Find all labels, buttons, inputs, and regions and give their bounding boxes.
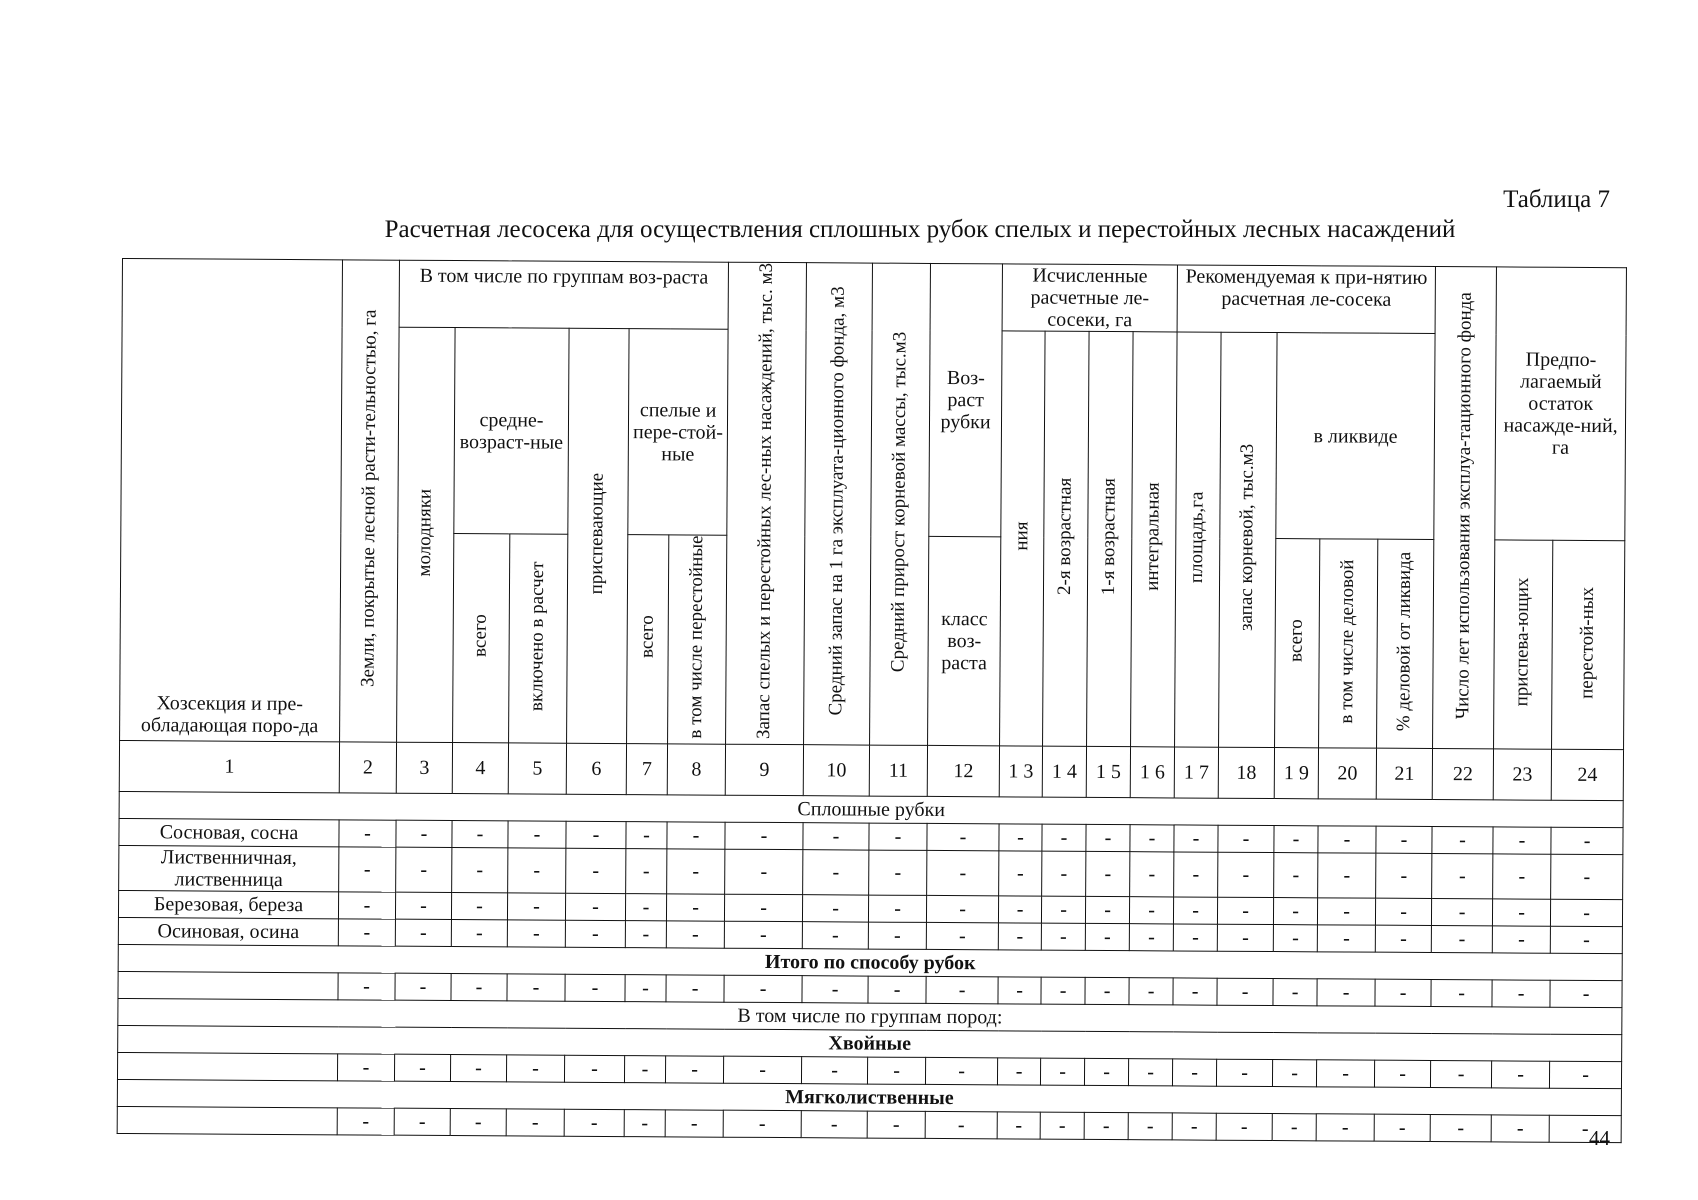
column-number: 1 9 <box>1274 748 1318 799</box>
value-cell: - <box>802 1057 868 1084</box>
value-cell: - <box>1493 854 1551 899</box>
value-cell: - <box>566 821 626 848</box>
column-number: 20 <box>1318 748 1376 799</box>
header-col-8: в том числе перестойные <box>668 535 727 744</box>
value-cell: - <box>927 824 999 851</box>
value-cell: - <box>506 1055 564 1082</box>
value-cell: - <box>998 977 1041 1004</box>
value-cell: - <box>1274 898 1318 925</box>
column-number: 5 <box>508 743 566 794</box>
header-col-18: запас корневой, тыс.м3 <box>1219 332 1278 747</box>
header-middle-aged: средне-возраст-ные <box>454 328 569 535</box>
value-cell: - <box>1085 977 1129 1004</box>
value-cell: - <box>724 975 802 1002</box>
value-cell: - <box>1041 1058 1085 1085</box>
row-label-empty <box>118 972 338 1000</box>
column-number: 1 6 <box>1130 747 1174 798</box>
value-cell: - <box>396 820 452 847</box>
header-col-20: в том числе деловой <box>1319 539 1378 748</box>
value-cell: - <box>1042 824 1086 851</box>
value-cell: - <box>1129 924 1173 951</box>
value-cell: - <box>1492 926 1550 953</box>
header-in-liquid: в ликвиде <box>1276 333 1435 540</box>
value-cell: - <box>1130 825 1174 852</box>
value-cell: - <box>451 893 507 920</box>
header-col-24: перестой-ных <box>1552 540 1625 749</box>
value-cell: - <box>868 976 926 1003</box>
value-cell: - <box>339 820 396 847</box>
softwood-label: Мягколиственные <box>117 1080 1621 1116</box>
value-cell: - <box>1318 826 1376 853</box>
value-cell: - <box>1318 898 1376 925</box>
header-col-4: всего <box>453 534 510 743</box>
total-label: Итого по способу рубок <box>118 945 1622 981</box>
value-cell: - <box>1492 1061 1550 1088</box>
value-cell: - <box>1492 980 1550 1007</box>
value-cell: - <box>725 894 803 921</box>
column-number: 3 <box>396 742 452 793</box>
value-cell: - <box>564 1109 624 1136</box>
value-cell: - <box>667 822 725 849</box>
value-cell: - <box>338 919 395 946</box>
column-number: 23 <box>1493 749 1551 800</box>
value-cell: - <box>999 851 1042 896</box>
value-cell: - <box>1041 977 1085 1004</box>
value-cell: - <box>1218 825 1274 852</box>
value-cell: - <box>1491 1115 1549 1142</box>
value-cell: - <box>394 1108 450 1135</box>
header-col-22: Число лет использования эксплуа-тационного фонда <box>1433 267 1497 749</box>
species-groups-label: В том числе по группам пород: <box>118 999 1622 1035</box>
value-cell: - <box>1376 826 1432 853</box>
column-number: 4 <box>452 743 508 794</box>
header-col-12: класс воз-раста <box>928 536 1001 745</box>
value-cell: - <box>1040 1112 1084 1139</box>
value-cell: - <box>395 892 451 919</box>
value-cell: - <box>451 974 507 1001</box>
value-cell: - <box>665 1110 723 1137</box>
value-cell: - <box>802 976 868 1003</box>
value-cell: - <box>1217 1059 1273 1086</box>
value-cell: - <box>666 921 724 948</box>
value-cell: - <box>508 848 566 893</box>
value-cell: - <box>1376 898 1432 925</box>
value-cell: - <box>507 920 565 947</box>
column-number: 22 <box>1432 749 1493 800</box>
value-cell: - <box>1041 923 1085 950</box>
column-number: 24 <box>1551 749 1623 800</box>
value-cell: - <box>565 974 625 1001</box>
value-cell: - <box>1375 925 1431 952</box>
value-cell: - <box>394 1054 450 1081</box>
header-col-15: 1-я возрастная <box>1087 331 1134 746</box>
value-cell: - <box>1085 1058 1129 1085</box>
value-cell: - <box>1173 978 1217 1005</box>
value-cell: - <box>802 922 868 949</box>
value-cell: - <box>1317 925 1375 952</box>
header-col-7: всего <box>627 535 669 744</box>
value-cell: - <box>339 847 396 892</box>
value-cell: - <box>1217 978 1273 1005</box>
page-number: 44 <box>1589 1126 1610 1150</box>
value-cell: - <box>1086 851 1130 896</box>
column-number: 1 <box>119 741 339 793</box>
value-cell: - <box>1130 852 1174 897</box>
header-remaining: Предпо-лагаемый остаток насажде-ний, га <box>1495 267 1627 541</box>
column-number: 1 7 <box>1174 747 1218 798</box>
column-number: 1 3 <box>999 746 1042 797</box>
column-number: 2 <box>339 742 396 793</box>
value-cell: - <box>867 1111 925 1138</box>
header-recommended: Рекомендуемая к при-нятию расчетная ле-сосека <box>1177 265 1435 334</box>
value-cell: - <box>451 920 507 947</box>
species-name: Сосновая, сосна <box>119 819 339 847</box>
value-cell: - <box>1274 826 1318 853</box>
header-col-2: Земли, покрытые лесной расти-тельностью, га <box>340 260 400 742</box>
value-cell: - <box>869 895 927 922</box>
value-cell: - <box>395 919 451 946</box>
value-cell: - <box>868 922 926 949</box>
header-col-13: ния <box>1000 331 1046 746</box>
column-number: 1 5 <box>1086 746 1130 797</box>
value-cell: - <box>1086 896 1130 923</box>
value-cell: - <box>1042 851 1086 896</box>
value-cell: - <box>1085 923 1129 950</box>
value-cell: - <box>666 975 724 1002</box>
value-cell: - <box>337 1054 394 1081</box>
value-cell: - <box>565 893 625 920</box>
value-cell: - <box>1550 1061 1622 1088</box>
header-species: Хозсекция и пре-обладающая поро-да <box>120 259 343 742</box>
value-cell: - <box>625 894 666 921</box>
value-cell: - <box>869 850 927 895</box>
value-cell: - <box>927 896 999 923</box>
value-cell: - <box>926 923 998 950</box>
value-cell: - <box>927 851 999 896</box>
value-cell: - <box>1274 853 1318 898</box>
column-number-row <box>119 741 1623 801</box>
header-col-16: интегральная <box>1131 332 1178 747</box>
header-calculated-areas: Исчисленные расчетные ле-сосеки, га <box>1002 264 1177 332</box>
value-cell: - <box>1375 1060 1431 1087</box>
column-number: 9 <box>725 744 803 795</box>
value-cell: - <box>625 921 666 948</box>
species-name: Лиственничная, лиственница <box>119 846 339 892</box>
header-col-5: включено в расчет <box>509 534 568 743</box>
value-cell: - <box>723 1110 801 1137</box>
value-cell: - <box>507 974 565 1001</box>
value-cell: - <box>1376 853 1432 898</box>
header-col-17: площадь,га <box>1175 332 1222 747</box>
value-cell: - <box>868 1057 926 1084</box>
header-col-6: приспевающие <box>567 328 630 743</box>
value-cell: - <box>725 822 803 849</box>
column-number: 8 <box>667 744 725 795</box>
value-cell: - <box>926 977 998 1004</box>
header-col-23: приспева-ющих <box>1494 540 1553 749</box>
value-cell: - <box>801 1111 867 1138</box>
value-cell: - <box>925 1112 997 1139</box>
header-ripe-overripe: спелые и пере-стой-ные <box>628 329 728 536</box>
value-cell: - <box>803 850 869 895</box>
value-cell: - <box>626 822 667 849</box>
value-cell: - <box>998 923 1041 950</box>
value-cell: - <box>626 849 667 894</box>
value-cell: - <box>1432 854 1493 899</box>
value-cell: - <box>1273 979 1317 1006</box>
header-cut-age: Воз-раст рубки <box>929 263 1003 536</box>
value-cell: - <box>1431 1061 1492 1088</box>
value-cell: - <box>396 847 452 892</box>
value-cell: - <box>1084 1112 1128 1139</box>
value-cell: - <box>725 849 803 894</box>
value-cell: - <box>1217 924 1273 951</box>
value-cell: - <box>338 892 395 919</box>
table-number: Таблица 7 <box>1503 186 1610 213</box>
value-cell: - <box>1317 1060 1375 1087</box>
column-number: 21 <box>1376 748 1432 799</box>
species-name: Осиновая, осина <box>118 918 338 946</box>
value-cell: - <box>724 1056 802 1083</box>
value-cell: - <box>1316 1114 1374 1141</box>
header-col-10: Средний запас на 1 га эксплуата-ционного фонда, м3 <box>804 263 873 745</box>
value-cell: - <box>999 824 1042 851</box>
value-cell: - <box>624 1056 665 1083</box>
value-cell: - <box>1493 827 1551 854</box>
value-cell: - <box>566 848 626 893</box>
value-cell: - <box>1042 896 1086 923</box>
value-cell: - <box>1130 897 1174 924</box>
value-cell: - <box>1273 925 1317 952</box>
value-cell: - <box>997 1112 1040 1139</box>
value-cell: - <box>395 973 451 1000</box>
value-cell: - <box>624 1110 665 1137</box>
value-cell: - <box>508 821 566 848</box>
value-cell: - <box>665 1056 723 1083</box>
value-cell: - <box>337 1108 394 1135</box>
value-cell: - <box>1375 979 1431 1006</box>
value-cell: - <box>452 821 508 848</box>
value-cell: - <box>1432 899 1493 926</box>
value-cell: - <box>1432 827 1493 854</box>
value-cell: - <box>1317 979 1375 1006</box>
value-cell: - <box>1173 1059 1217 1086</box>
value-cell: - <box>450 1055 506 1082</box>
value-cell: - <box>1551 827 1623 854</box>
value-cell: - <box>507 893 565 920</box>
value-cell: - <box>1218 852 1274 897</box>
column-number: 7 <box>626 744 667 795</box>
row-label-empty <box>117 1107 337 1135</box>
value-cell: - <box>1551 854 1623 899</box>
value-cell: - <box>869 823 927 850</box>
header-col-14: 2-я возрастная <box>1043 331 1090 746</box>
value-cell: - <box>998 1058 1041 1085</box>
value-cell: - <box>1549 1115 1621 1142</box>
value-cell: - <box>1430 1115 1491 1142</box>
column-number: 12 <box>927 746 999 797</box>
value-cell: - <box>1128 1113 1172 1140</box>
value-cell: - <box>1550 980 1622 1007</box>
value-cell: - <box>1550 926 1622 953</box>
column-number: 18 <box>1218 747 1274 798</box>
column-number: 10 <box>803 745 869 796</box>
value-cell: - <box>926 1058 998 1085</box>
value-cell: - <box>1174 852 1218 897</box>
row-label-empty <box>117 1053 337 1081</box>
header-age-groups: В том числе по группам воз-раста <box>399 260 728 329</box>
header-col-3: молодняки <box>397 327 456 742</box>
value-cell: - <box>338 973 395 1000</box>
header-col-19: всего <box>1275 539 1320 748</box>
header-col-21: % деловой от ликвида <box>1377 539 1434 748</box>
column-number: 6 <box>566 743 626 794</box>
value-cell: - <box>1086 824 1130 851</box>
value-cell: - <box>625 975 666 1002</box>
value-cell: - <box>1174 825 1218 852</box>
species-name: Березовая, береза <box>118 891 338 919</box>
coniferous-label: Хвойные <box>118 1026 1622 1062</box>
value-cell: - <box>724 921 802 948</box>
column-number: 11 <box>869 745 927 796</box>
value-cell: - <box>450 1109 506 1136</box>
value-cell: - <box>1493 899 1551 926</box>
table-title: Расчетная лесосека для осуществления сплошных рубок спелых и перестойных лесных насаждений <box>384 216 1456 243</box>
section-clear-cutting: Сплошные рубки <box>119 792 1623 828</box>
value-cell: - <box>1173 924 1217 951</box>
value-cell: - <box>1318 853 1376 898</box>
value-cell: - <box>1218 897 1274 924</box>
value-cell: - <box>564 1055 624 1082</box>
value-cell: - <box>1431 980 1492 1007</box>
value-cell: - <box>1174 897 1218 924</box>
header-col-11: Средний прирост корневой массы, тыс.м3 <box>870 263 931 745</box>
header-col-9: Запас спелых и перестойных лес-ных насаждений, тыс. м3 <box>726 262 807 745</box>
value-cell: - <box>1551 899 1623 926</box>
value-cell: - <box>1272 1114 1316 1141</box>
value-cell: - <box>667 849 725 894</box>
column-number: 1 4 <box>1042 746 1086 797</box>
value-cell: - <box>506 1109 564 1136</box>
value-cell: - <box>1129 1059 1173 1086</box>
value-cell: - <box>803 895 869 922</box>
value-cell: - <box>565 920 625 947</box>
value-cell: - <box>1374 1114 1430 1141</box>
value-cell: - <box>999 896 1042 923</box>
value-cell: - <box>1129 978 1173 1005</box>
value-cell: - <box>452 848 508 893</box>
value-cell: - <box>1216 1113 1272 1140</box>
value-cell: - <box>1273 1060 1317 1087</box>
value-cell: - <box>666 894 724 921</box>
cutting-area-table <box>117 258 1627 1143</box>
value-cell: - <box>803 823 869 850</box>
value-cell: - <box>1172 1113 1216 1140</box>
value-cell: - <box>1431 926 1492 953</box>
